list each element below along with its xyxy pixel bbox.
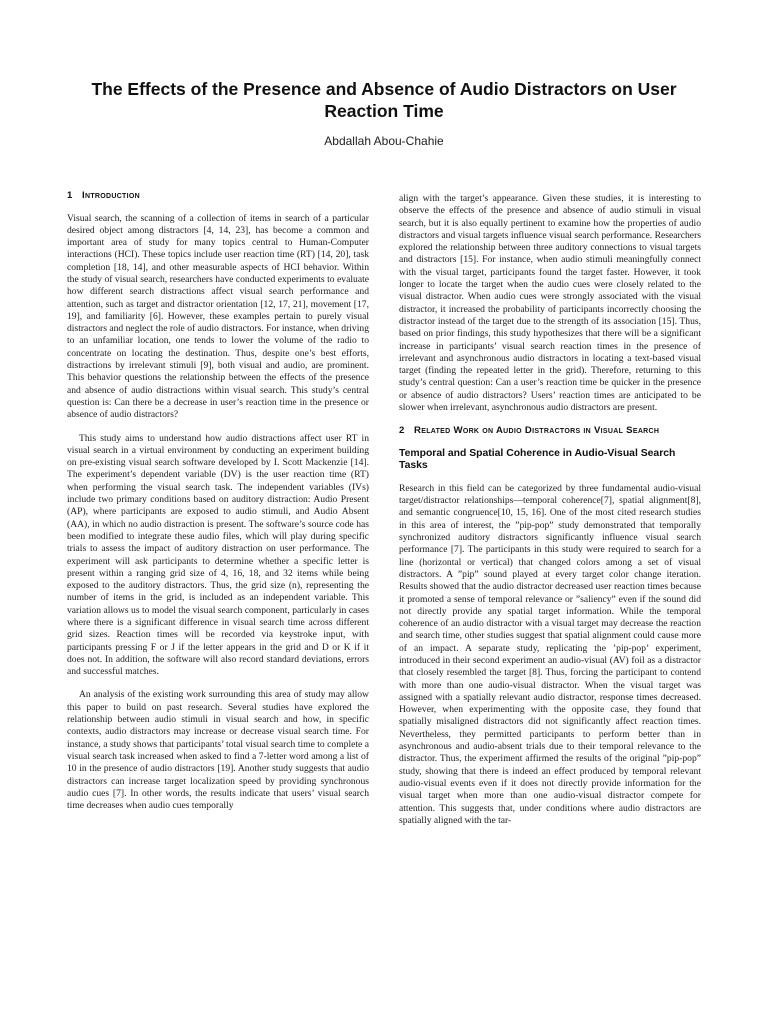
paragraph: An analysis of the existing work surrounding this area of study may allow this paper to build on past research. Several studies have explored the relationship between audio stimuli in visual search and how, in specific contexts, audio distractors may increase or decrease visual search time. For instance, a study shows that participants’ total visual search time to complete a visual search task increased when asked to find a 7-letter word among a list of 10 in the presence of audio distractors [19]. Another study suggests that audio distractors can increase target localization speed by providing synchronous audio cues [7]. In other words, the results indicate that users’ visual search time decreases when audio cues temporally [67,689,369,812]
section-number: 1 [67,190,73,201]
section-number: 2 [399,425,405,437]
left-column [67,190,369,823]
paragraph: This study aims to understand how audio distractions affect user RT in visual search in a virtual environment by conducting an experiment building on pre-existing visual search software developed by I. Scott Mackenzie [14]. The experiment’s dependent variable (DV) is the user reaction time (RT) when performing the visual search task. The independent variables (IVs) include two primary conditions based on auditory distraction: Audio Present (AP), where participants are exposed to audio stimuli, and Audio Absent (AA), in which no audio distraction is present. The software’s source code has been modified to integrate these audio files, which will play during specific trials to assess the impact of auditory distraction on user performance. The experiment will ask participants to determine whether a specific letter is present within a ranging grid size of 4, 16, 18, and 32 items while being exposed to the auditory distractors. Thus, the grid size (n), representing the number of items in the grid, is included as an independent variable. This variation allows us to model the visual search component, particularly in cases where there is a significant difference in visual search time across different grid sizes. Reaction times will be recorded via keystroke input, with participants pressing F or J if the letter appears in the grid and D or K if it does not. In addition, the software will also record standard deviations, errors and successful matches. [67,432,369,678]
section-title: Related Work on Audio Distractors in Visual Search [414,425,660,437]
paper-title: The Effects of the Presence and Absence of Audio Distractors on User Reaction Time [91,79,677,121]
paragraph: align with the target’s appearance. Given these studies, it is interesting to observe the effects of the presence and absence of audio stimuli in visual search, but it is also equally pertinent to examine how the properties of audio distractors and visual targets influence visual search performance. Researchers explored the relationship between three auditory connections to visual targets and distractors [15]. For instance, when audio stimuli meaningfully connect with the visual target, participants found the target faster. However, it took longer to locate the target when the audio cues were closely related to the visual distractor. When audio cues were strongly associated with the visual distractor, it increased the probability of participants incorrectly choosing the distractor instead of the target due to the strength of its association [15]. Thus, based on prior findings, this study hypothesizes that there will be a significant increase in participants’ visual search reaction times in the presence of irrelevant and asynchronous audio distractors in locating a text-based visual target (finding the repeated letter in the grid). Therefore, returning to this study’s central question: Can a user’s reaction time be quicker in the presence or absence of audio distractors? Users’ reaction times are anticipated to be slower when irrelevant, asynchronous audio distractors are present. [399,193,701,414]
right-column [399,193,701,838]
paper-author: Abdallah Abou-Chahie [324,134,444,148]
paragraph: Research in this field can be categorized by three fundamental audio-visual target/distractor relationships—temporal coherence[7], spatial alignment[8], and semantic congruence[10, 15, 16]. One of the most cited research studies in this area of interest, the ”pip-pop” study demonstrated that temporally synchronized auditory distractors significantly influence visual search performance [7]. The participants in this study were required to search for a line (horizontal or vertical) that changed colors among a set of visual distractors. A ”pip” sound played at every target color change iteration. Results showed that the audio distractor decreased user reaction times because it promoted a sense of temporal relevance or ”saliency” even if the sound did not directly provide any spatial target information. While the temporal coherence of an audio distractor with a visual target may decrease the reaction and search time, other studies suggest that spatial alignment could cause more of an impact. A separate study, replicating the ’pip-pop’ experiment, introduced in their second experiment an audio-visual (AV) foil as a distractor that closely resembled the target [8]. Thus, forcing the participant to contend with more than one audio-visual distractor. When the visual target was assigned with a spatially relevant audio distractor, response times decreased. However, when experimenting with the opposite case, they found that spatially misaligned distractors did not significantly affect reaction times. Nevertheless, they permitted participants to perform better than in asynchronous and audio-absent trials due to their temporal relevance to the distractor. Thus, the experiment affirmed the results of the original ”pip-pop” study, showing that there is indeed an effect produced by temporal relevant audio-visual events even if it does not directly provide information for the visual target when more than one audio-visual distractor compete for attention. This suggests that, under conditions where audio distractors are spatially aligned with the tar- [399,482,701,826]
section-title: Introduction [82,190,140,201]
section-heading-related-work [399,425,701,438]
paragraph: Visual search, the scanning of a collection of items in search of a particular desired object among distractors [4, 14, 23], has become a common and important area of study for many topics central to Human-Computer interactions (HCI). These topics include user reaction time (RT) [14, 20], task completion [18, 14], and other measurable aspects of HCI behavior. Within the study of visual search, researchers have conducted experiments to evaluate how different search distractions affect visual search performance and attention, such as target and distractor orientation [12, 17, 21], movement [17, 19], and familiarity [6]. However, these examples pertain to purely visual distractors and neglect the role of audio distractors. For instance, when driving to an unfamiliar location, one tends to lower the volume of the radio to concentrate on locating the destination. Thus, despite one’s best efforts, distractions by irrelevant stimuli [9], both visual and audio, are prominent. This behavior questions the relationship between the effects of the presence and absence of audio distractions within visual search. This study’s central question is: Can there be a decrease in user’s reaction time in the presence or absence of audio distractors? [67,212,369,421]
section-heading-introduction [67,190,369,203]
subsection-heading: Temporal and Spatial Coherence in Audio-Visual Search Tasks [399,447,676,472]
